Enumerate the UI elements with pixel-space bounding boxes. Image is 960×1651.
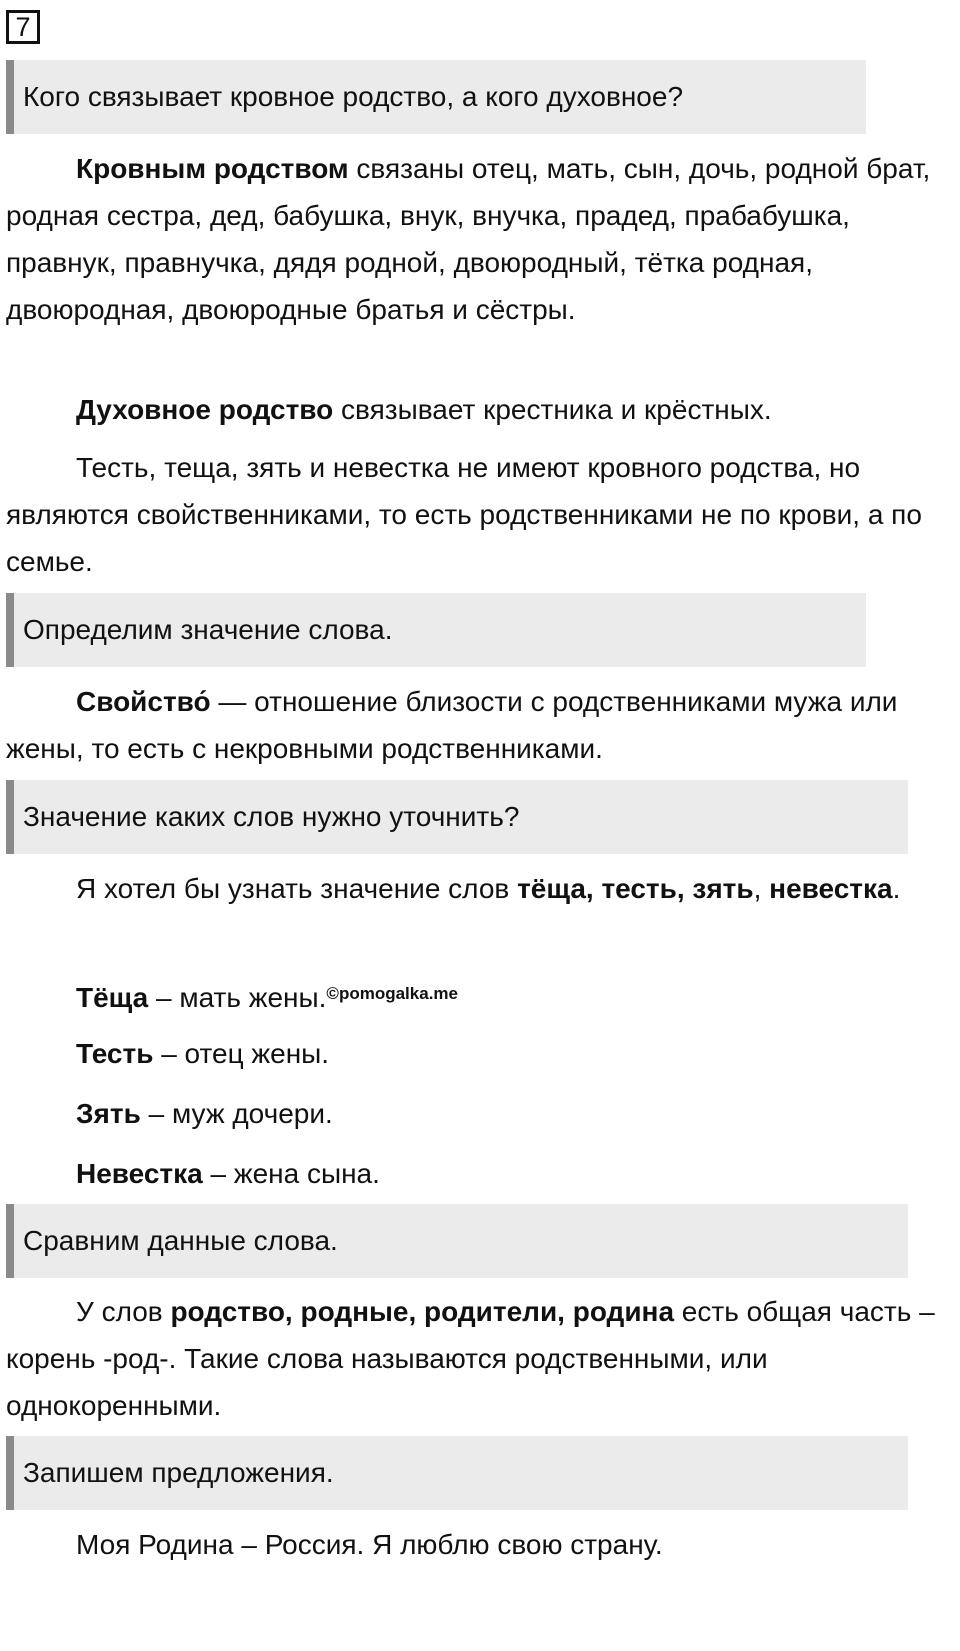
paragraph-blood-kinship bbox=[6, 145, 956, 333]
paragraph-in-laws bbox=[6, 444, 956, 585]
watermark: ©pomogalka.me bbox=[326, 984, 458, 1003]
paragraph-text: , bbox=[753, 873, 770, 904]
definition-nevestka bbox=[76, 1150, 380, 1197]
paragraph-spiritual-kinship bbox=[6, 386, 956, 433]
paragraph-words-to-clarify bbox=[6, 865, 956, 912]
paragraph-text: . bbox=[892, 873, 901, 904]
bold-term: Кровным родством bbox=[76, 153, 349, 184]
question-bar-2 bbox=[6, 593, 866, 667]
question-text: Определим значение слова. bbox=[23, 614, 393, 645]
bold-term: Духовное родство bbox=[76, 394, 334, 425]
paragraph-text: связывает крестника и крёстных. bbox=[333, 394, 772, 425]
task-number-badge: 7 bbox=[6, 10, 40, 44]
question-text: Запишем предложения. bbox=[23, 1457, 334, 1488]
question-text: Сравним данные слова. bbox=[23, 1225, 338, 1256]
definition-text: – отец жены. bbox=[153, 1038, 330, 1069]
definition-term: Тёща bbox=[76, 982, 149, 1013]
paragraph-text: есть общая часть – корень -род-. Такие слова называются родственными, или однокоренными. bbox=[6, 1296, 935, 1421]
question-text: Значение каких слов нужно уточнить? bbox=[23, 801, 520, 832]
sentence-text: Моя Родина – Россия. Я люблю свою страну. bbox=[76, 1529, 663, 1560]
bold-words: невестка bbox=[769, 873, 893, 904]
definition-term: Невестка bbox=[76, 1158, 203, 1189]
definition-term: Тесть bbox=[76, 1038, 154, 1069]
bold-term: Свойство́ bbox=[76, 686, 211, 717]
definition-text: – муж дочери. bbox=[140, 1098, 333, 1129]
paragraph-text: Тесть, теща, зять и невестка не имеют кровного родства, но являются свойственниками, то есть родственниками не по крови, а по семье. bbox=[6, 452, 922, 577]
paragraph-root-words bbox=[6, 1288, 956, 1429]
question-bar-4 bbox=[6, 1204, 908, 1278]
question-bar-5 bbox=[6, 1436, 908, 1510]
question-bar-1 bbox=[6, 60, 866, 134]
sentence-final bbox=[76, 1521, 663, 1568]
bold-words: родство, родные, родители, родина bbox=[170, 1296, 675, 1327]
definition-text: – жена сына. bbox=[202, 1158, 380, 1189]
paragraph-text: Я хотел бы узнать значение слов bbox=[76, 873, 518, 904]
paragraph-text: — отношение близости с родственниками мужа или жены, то есть с некровными родственниками. bbox=[6, 686, 898, 764]
paragraph-text: связаны отец, мать, сын, дочь, родной брат, родная сестра, дед, бабушка, внук, внучка, прадед, прабабушка, правнук, правнучка, дядя родной, двоюродный, тётка родная, двоюродная, двоюродные братья и сёстры. bbox=[6, 153, 931, 325]
bold-words: тёща, тесть, зять bbox=[517, 873, 754, 904]
definition-tescha bbox=[76, 970, 458, 1021]
definition-text: – мать жены. bbox=[148, 982, 327, 1013]
paragraph-svoistvo-definition bbox=[6, 678, 956, 772]
paragraph-text: У слов bbox=[76, 1296, 171, 1327]
definition-term: Зять bbox=[76, 1098, 141, 1129]
question-text: Кого связывает кровное родство, а кого духовное? bbox=[23, 81, 684, 112]
definition-test bbox=[76, 1030, 329, 1077]
definition-zyat bbox=[76, 1090, 333, 1137]
question-bar-3 bbox=[6, 780, 908, 854]
